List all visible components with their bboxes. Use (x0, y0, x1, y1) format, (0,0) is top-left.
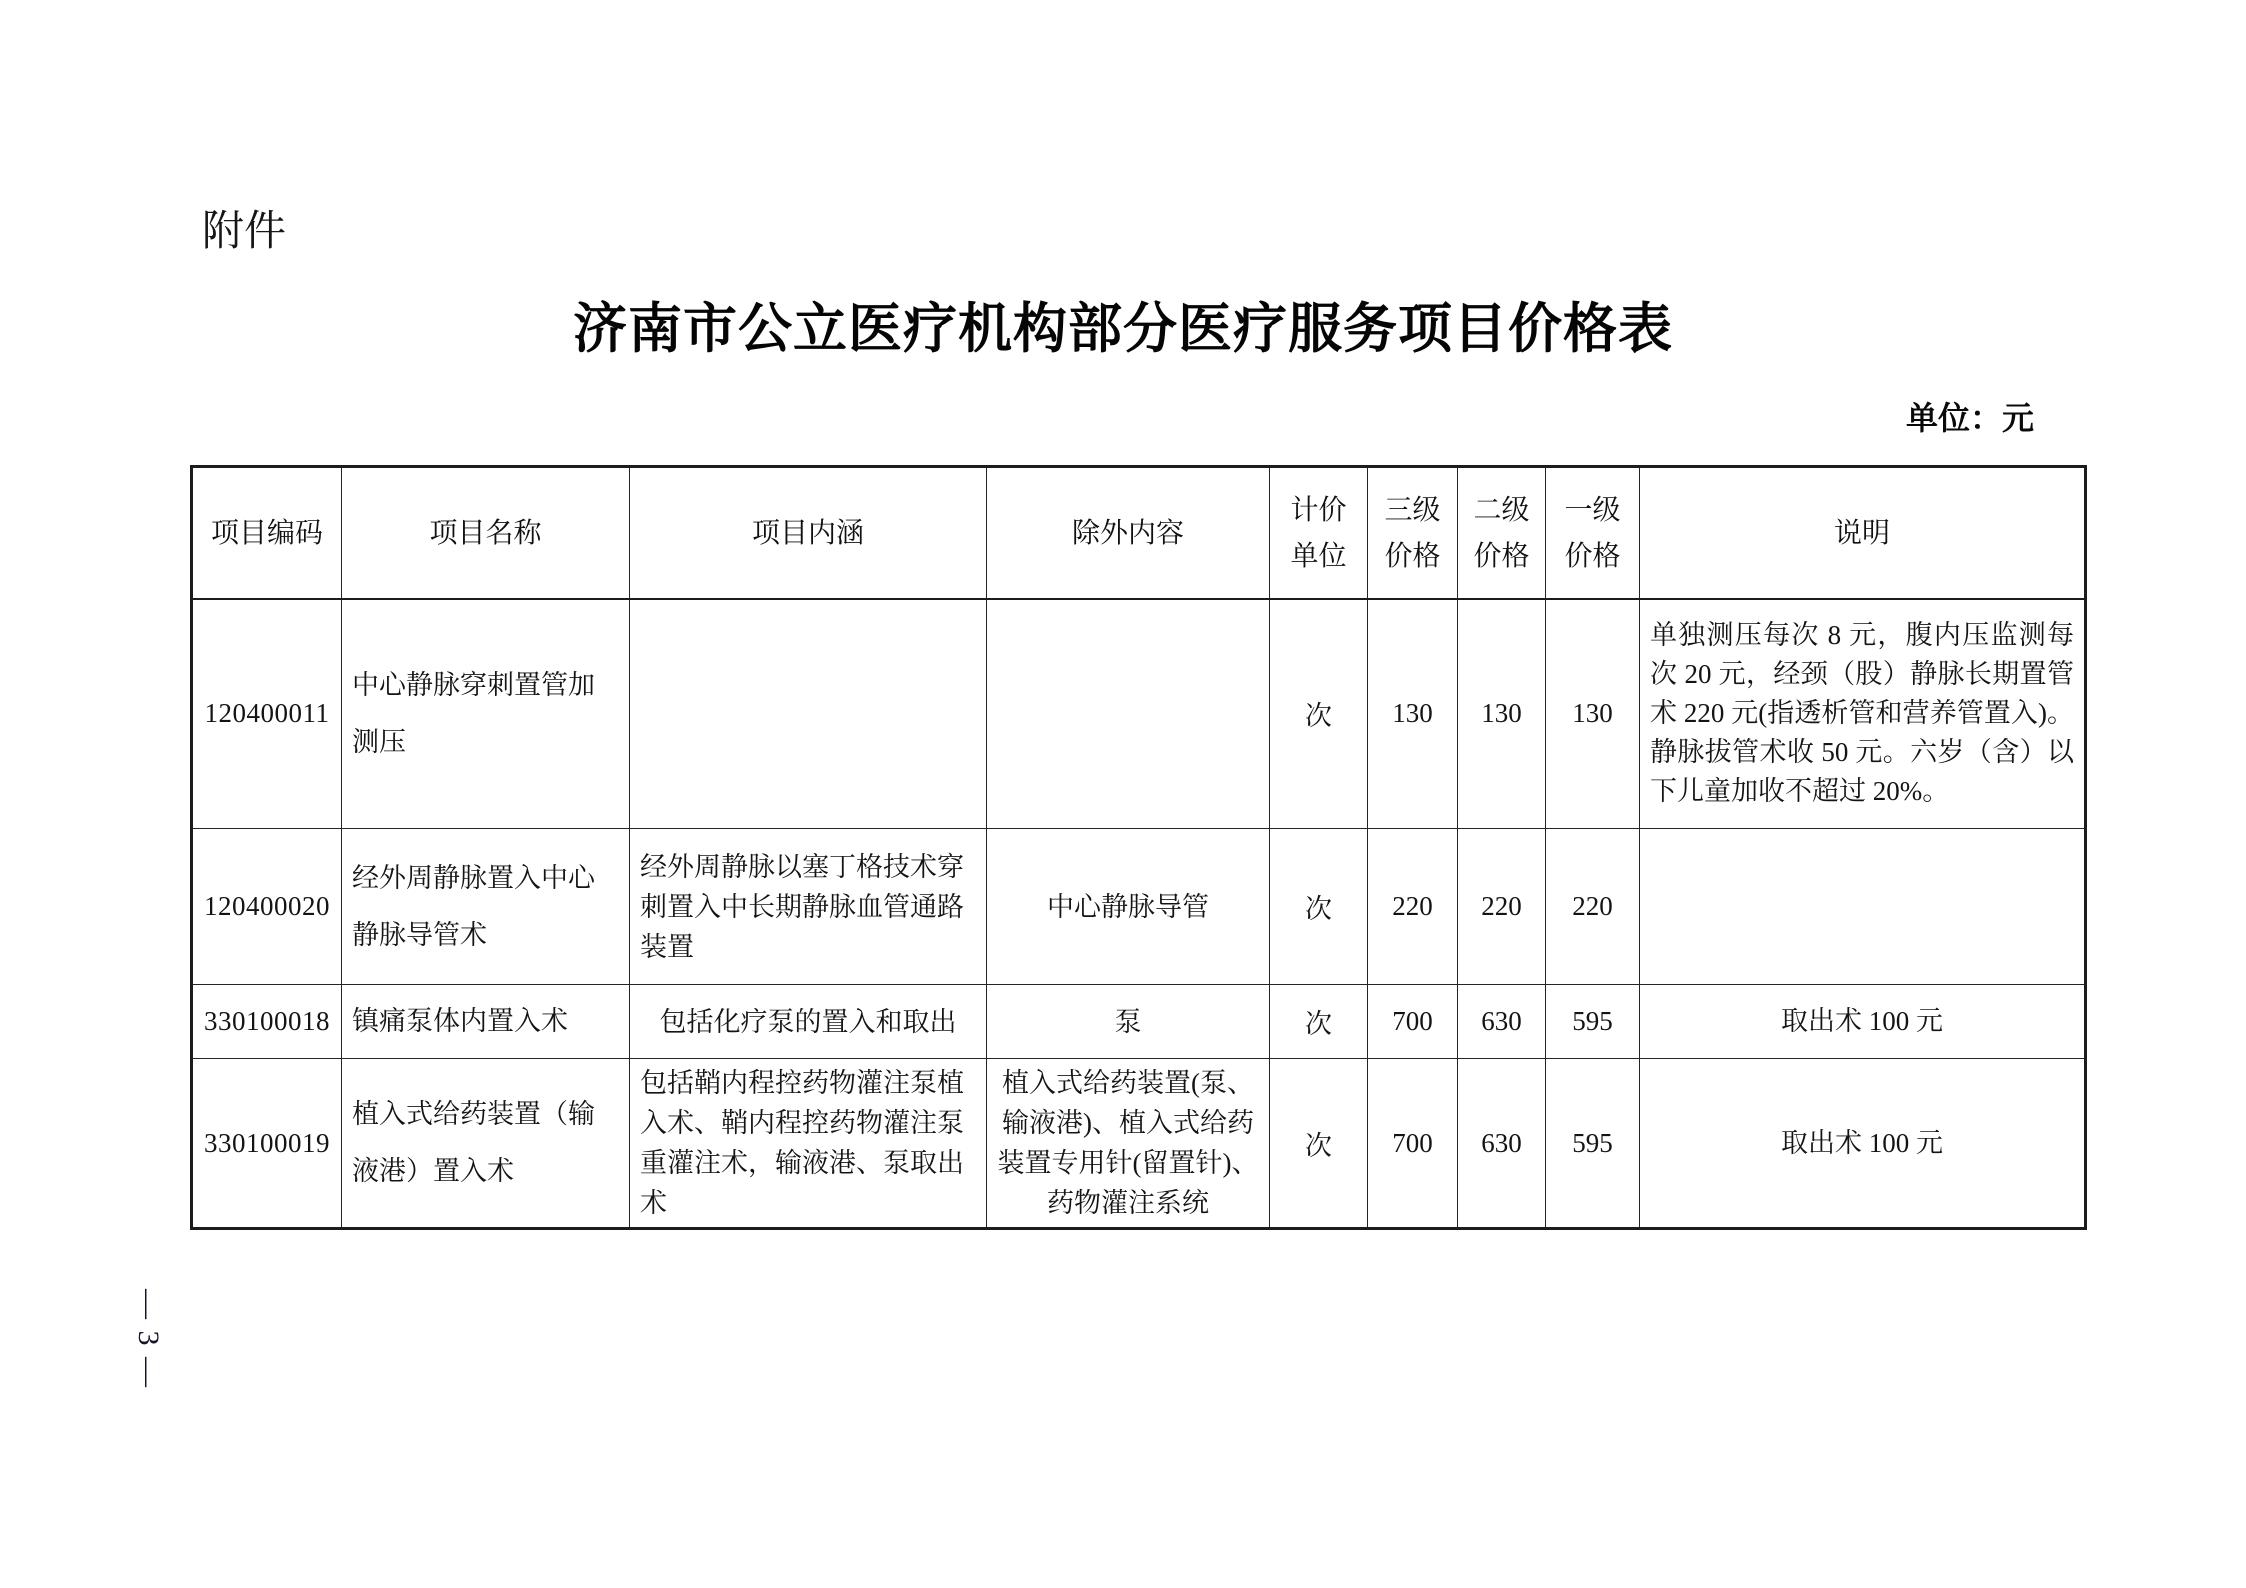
cell-excluded-content: 泵 (987, 985, 1270, 1059)
unit-note: 单位：元 (1905, 400, 2034, 436)
header-tier1-price: 一级价格 (1546, 467, 1640, 599)
cell-project-code: 120400011 (192, 599, 342, 829)
cell-project-content: 经外周静脉以塞丁格技术穿刺置入中长期静脉血管通路装置 (630, 829, 987, 985)
table-row (192, 829, 2086, 985)
header-pricing-unit: 计价单位 (1270, 467, 1368, 599)
cell-project-code: 120400020 (192, 829, 342, 985)
attachment-label: 附件 (202, 207, 287, 254)
header-project-code: 项目编码 (192, 467, 342, 599)
header-excluded-content: 除外内容 (987, 467, 1270, 599)
cell-project-content: 包括鞘内程控药物灌注泵植入术、鞘内程控药物灌注泵重灌注术，输液港、泵取出术 (630, 1059, 987, 1229)
cell-tier3-price: 130 (1368, 599, 1458, 829)
header-project-name: 项目名称 (342, 467, 630, 599)
table-header-row (192, 467, 2086, 599)
cell-project-name: 经外周静脉置入中心静脉导管术 (342, 829, 630, 985)
cell-tier1-price: 595 (1546, 985, 1640, 1059)
cell-tier1-price: 130 (1546, 599, 1640, 829)
cell-description: 取出术 100 元 (1640, 1059, 2086, 1229)
cell-project-content: 包括化疗泵的置入和取出 (630, 985, 987, 1059)
table-row (192, 599, 2086, 829)
cell-tier2-price: 630 (1458, 1059, 1546, 1229)
cell-tier2-price: 630 (1458, 985, 1546, 1059)
header-description: 说明 (1640, 467, 2086, 599)
header-project-content: 项目内涵 (630, 467, 987, 599)
price-table (190, 465, 2087, 1230)
cell-description: 取出术 100 元 (1640, 985, 2086, 1059)
cell-excluded-content (987, 599, 1270, 829)
cell-excluded-content: 植入式给药装置(泵、输液港)、植入式给药装置专用针(留置针)、药物灌注系统 (987, 1059, 1270, 1229)
cell-project-name: 中心静脉穿刺置管加测压 (342, 599, 630, 829)
cell-excluded-content: 中心静脉导管 (987, 829, 1270, 985)
table-row (192, 1059, 2086, 1229)
page-title: 济南市公立医疗机构部分医疗服务项目价格表 (573, 299, 1673, 359)
page-number: — 3 — (132, 1289, 165, 1389)
cell-tier1-price: 220 (1546, 829, 1640, 985)
cell-project-code: 330100019 (192, 1059, 342, 1229)
cell-tier2-price: 130 (1458, 599, 1546, 829)
cell-tier1-price: 595 (1546, 1059, 1640, 1229)
cell-project-content (630, 599, 987, 829)
cell-project-name: 植入式给药装置（输液港）置入术 (342, 1059, 630, 1229)
cell-description: 单独测压每次 8 元，腹内压监测每次 20 元，经颈（股）静脉长期置管术 220 元(指透析管和营养管置入)。静脉拔管术收 50 元。六岁（含）以下儿童加收不超过 20%。 (1640, 599, 2086, 829)
cell-tier2-price: 220 (1458, 829, 1546, 985)
header-tier2-price: 二级价格 (1458, 467, 1546, 599)
cell-tier3-price: 220 (1368, 829, 1458, 985)
cell-project-name: 镇痛泵体内置入术 (342, 985, 630, 1059)
cell-pricing-unit: 次 (1270, 1059, 1368, 1229)
cell-description (1640, 829, 2086, 985)
cell-tier3-price: 700 (1368, 1059, 1458, 1229)
header-tier3-price: 三级价格 (1368, 467, 1458, 599)
table-row (192, 985, 2086, 1059)
cell-tier3-price: 700 (1368, 985, 1458, 1059)
cell-pricing-unit: 次 (1270, 599, 1368, 829)
cell-project-code: 330100018 (192, 985, 342, 1059)
cell-pricing-unit: 次 (1270, 829, 1368, 985)
cell-pricing-unit: 次 (1270, 985, 1368, 1059)
